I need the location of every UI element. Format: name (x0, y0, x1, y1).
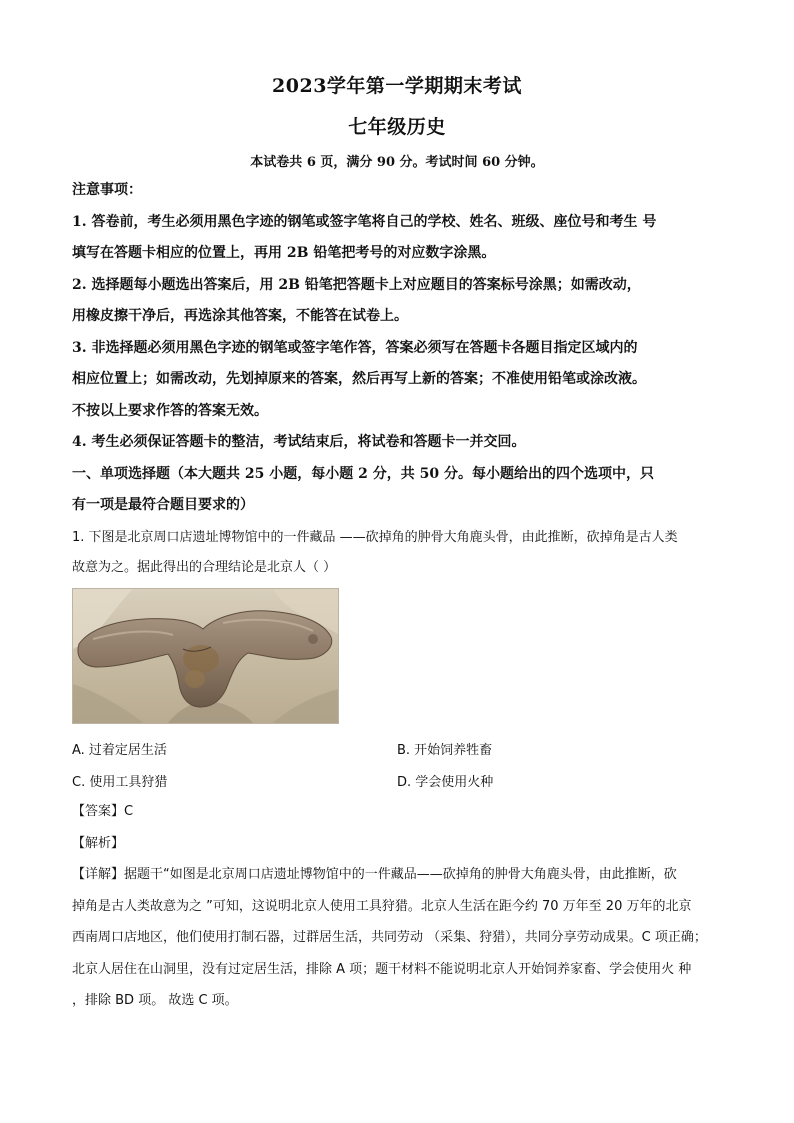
note-4-line-1: 4. 考生必须保证答题卡的整洁，考试结束后，将试卷和答题卡一并交回。 (72, 434, 526, 450)
exam-title: 2023学年第一学期期末考试 (272, 75, 522, 97)
option-a: A. 过着定居生活 (72, 743, 167, 758)
option-c: C. 使用工具狩猎 (72, 775, 168, 790)
note-1-line-2: 填写在答题卡相应的位置上，再用 2B 铅笔把考号的对应数字涂黑。 (72, 245, 496, 261)
note-2-line-1: 2. 选择题每小题选出答案后，用 2B 铅笔把答题卡上对应题目的答案标号涂黑；如需改动， (72, 277, 641, 293)
analysis-label: 【解析】 (72, 836, 125, 851)
note-3-line-3: 不按以上要求作答的答案无效。 (72, 403, 268, 419)
note-3-line-1: 3. 非选择题必须用黑色字迹的钢笔或签字笔作答，答案必须写在答题卡各题目指定区域内的 (72, 340, 638, 356)
note-2-line-2: 用橡皮擦干净后，再选涂其他答案，不能答在试卷上。 (72, 308, 408, 324)
option-d: D. 学会使用火种 (397, 775, 494, 790)
detail-line-1: 【详解】据题干“如图是北京周口店遗址博物馆中的一件藏品——砍掉角的肿骨大角鹿头骨，由此推断，砍 (72, 867, 677, 882)
detail-line-4: 北京人居住在山洞里，没有过定居生活，排除 A 项；题干材料不能说明北京人开始饲养家畜、学会使用火 种 (72, 962, 692, 977)
answer-line: 【答案】C (72, 804, 134, 819)
exam-info: 本试卷共 6 页，满分 90 分。考试时间 60 分钟。 (250, 155, 544, 170)
deer-skull-photo-illustration (73, 589, 338, 723)
question-1-stem-line-2: 故意为之。据此得出的合理结论是北京人（ ） (72, 560, 337, 575)
detail-line-2: 掉角是古人类故意为之 ”可知，这说明北京人使用工具狩猎。北京人生活在距今约 70 万年至 20 万年的北京 (72, 899, 692, 914)
detail-line-5: ，排除 BD 项。 故选 C 项。 (72, 993, 238, 1008)
notes-heading: 注意事项： (72, 182, 142, 198)
section-1-line-1: 一、单项选择题（本大题共 25 小题，每小题 2 分，共 50 分。每小题给出的四个选项中，只 (72, 466, 654, 482)
deer-skull-photo (72, 588, 339, 724)
exam-subtitle: 七年级历史 (348, 116, 446, 138)
detail-line-3: 西南周口店地区，他们使用打制石器，过群居生活，共同劳动 （采集、狩猎），共同分享劳动成果。C 项正确； (72, 930, 707, 945)
question-1-stem-line-1: 1. 下图是北京周口店遗址博物馆中的一件藏品 ——砍掉角的肿骨大角鹿头骨，由此推断，砍掉角是古人类 (72, 530, 678, 545)
option-b: B. 开始饲养牲畜 (397, 743, 493, 758)
note-3-line-2: 相应位置上；如需改动，先划掉原来的答案，然后再写上新的答案；不准使用铅笔或涂改液。 (72, 371, 646, 387)
section-1-line-2: 有一项是最符合题目要求的） (72, 497, 254, 513)
note-1-line-1: 1. 答卷前，考生必须用黑色字迹的钢笔或签字笔将自己的学校、姓名、班级、座位号和考生 号 (72, 214, 657, 230)
